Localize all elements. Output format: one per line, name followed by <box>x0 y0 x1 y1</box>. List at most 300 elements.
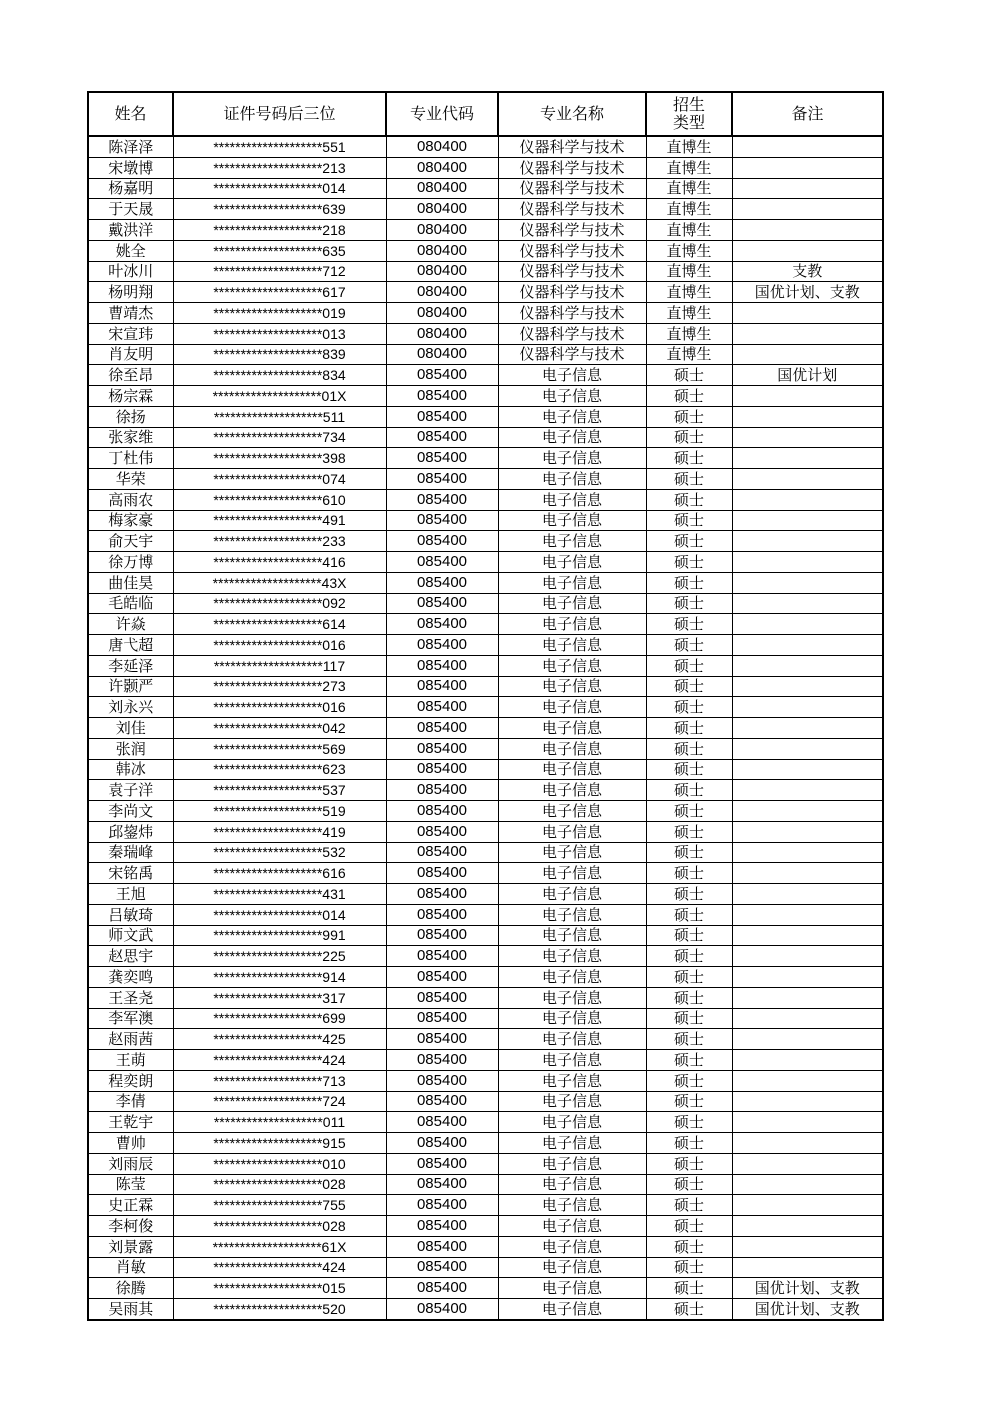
cell-remark <box>732 1236 883 1257</box>
cell-admission-type: 硕士 <box>646 1112 732 1133</box>
cell-id-suffix: ********************014 <box>173 904 386 925</box>
cell-remark <box>732 157 883 178</box>
cell-admission-type: 硕士 <box>646 821 732 842</box>
cell-major-name: 电子信息 <box>498 1278 646 1299</box>
cell-id-suffix: ********************218 <box>173 220 386 241</box>
cell-admission-type: 硕士 <box>646 987 732 1008</box>
cell-remark <box>732 884 883 905</box>
cell-major-code: 080400 <box>386 157 498 178</box>
cell-major-name: 电子信息 <box>498 780 646 801</box>
table-row <box>88 780 883 801</box>
cell-id-suffix: ********************213 <box>173 157 386 178</box>
cell-admission-type: 硕士 <box>646 365 732 386</box>
cell-id-suffix: ********************424 <box>173 1050 386 1071</box>
cell-major-name: 电子信息 <box>498 884 646 905</box>
cell-admission-type: 直博生 <box>646 303 732 324</box>
cell-major-code: 080400 <box>386 220 498 241</box>
cell-admission-type: 直博生 <box>646 178 732 199</box>
cell-major-name: 电子信息 <box>498 593 646 614</box>
cell-name: 王乾宇 <box>88 1112 173 1133</box>
cell-admission-type: 硕士 <box>646 1195 732 1216</box>
cell-major-code: 080400 <box>386 323 498 344</box>
cell-major-code: 085400 <box>386 593 498 614</box>
table-row <box>88 199 883 220</box>
cell-name: 曹帅 <box>88 1133 173 1154</box>
cell-id-suffix: ********************01X <box>173 386 386 407</box>
table-row <box>88 344 883 365</box>
cell-major-code: 085400 <box>386 614 498 635</box>
cell-remark <box>732 614 883 635</box>
cell-id-suffix: ********************520 <box>173 1299 386 1320</box>
cell-remark <box>732 1008 883 1029</box>
cell-major-code: 085400 <box>386 1257 498 1278</box>
cell-remark <box>732 676 883 697</box>
cell-id-suffix: ********************839 <box>173 344 386 365</box>
table-row <box>88 925 883 946</box>
cell-major-code: 085400 <box>386 697 498 718</box>
cell-major-name: 电子信息 <box>498 1257 646 1278</box>
table-row <box>88 1050 883 1071</box>
cell-major-code: 085400 <box>386 821 498 842</box>
cell-major-name: 电子信息 <box>498 1174 646 1195</box>
cell-name: 杨嘉明 <box>88 178 173 199</box>
cell-major-code: 085400 <box>386 738 498 759</box>
cell-major-name: 电子信息 <box>498 1029 646 1050</box>
cell-major-code: 085400 <box>386 946 498 967</box>
cell-remark <box>732 925 883 946</box>
cell-id-suffix: ********************042 <box>173 718 386 739</box>
table-row <box>88 240 883 261</box>
cell-name: 王旭 <box>88 884 173 905</box>
cell-major-name: 电子信息 <box>498 842 646 863</box>
table-row <box>88 967 883 988</box>
cell-major-name: 电子信息 <box>498 1195 646 1216</box>
cell-id-suffix: ********************616 <box>173 863 386 884</box>
cell-major-code: 085400 <box>386 759 498 780</box>
table-row <box>88 572 883 593</box>
cell-major-name: 电子信息 <box>498 1216 646 1237</box>
cell-remark <box>732 1257 883 1278</box>
cell-name: 李尚文 <box>88 801 173 822</box>
cell-name: 李延泽 <box>88 655 173 676</box>
cell-name: 宋铭禹 <box>88 863 173 884</box>
cell-major-name: 电子信息 <box>498 821 646 842</box>
cell-id-suffix: ********************43X <box>173 572 386 593</box>
cell-major-code: 085400 <box>386 1091 498 1112</box>
cell-remark <box>732 344 883 365</box>
cell-name: 陈泽泽 <box>88 136 173 157</box>
cell-remark <box>732 406 883 427</box>
cell-name: 袁子洋 <box>88 780 173 801</box>
cell-id-suffix: ********************614 <box>173 614 386 635</box>
cell-major-code: 085400 <box>386 1112 498 1133</box>
cell-id-suffix: ********************551 <box>173 136 386 157</box>
cell-admission-type: 直博生 <box>646 220 732 241</box>
cell-remark: 国优计划、支教 <box>732 1278 883 1299</box>
cell-name: 徐万博 <box>88 552 173 573</box>
cell-major-code: 085400 <box>386 1008 498 1029</box>
cell-name: 许焱 <box>88 614 173 635</box>
cell-admission-type: 硕士 <box>646 614 732 635</box>
cell-remark <box>732 1091 883 1112</box>
cell-major-name: 电子信息 <box>498 635 646 656</box>
cell-name: 唐弋超 <box>88 635 173 656</box>
cell-admission-type: 硕士 <box>646 469 732 490</box>
cell-admission-type: 硕士 <box>646 676 732 697</box>
table-row <box>88 282 883 303</box>
cell-major-code: 085400 <box>386 967 498 988</box>
cell-remark <box>732 1133 883 1154</box>
cell-admission-type: 硕士 <box>646 489 732 510</box>
table-body <box>88 136 883 1320</box>
cell-remark <box>732 987 883 1008</box>
table-row <box>88 448 883 469</box>
cell-remark <box>732 448 883 469</box>
cell-remark <box>732 946 883 967</box>
cell-name: 高雨农 <box>88 489 173 510</box>
cell-id-suffix: ********************225 <box>173 946 386 967</box>
cell-major-name: 电子信息 <box>498 1236 646 1257</box>
cell-major-code: 085400 <box>386 1174 498 1195</box>
table-row <box>88 1216 883 1237</box>
cell-major-code: 085400 <box>386 1070 498 1091</box>
cell-admission-type: 硕士 <box>646 1091 732 1112</box>
cell-id-suffix: ********************431 <box>173 884 386 905</box>
cell-admission-type: 直博生 <box>646 240 732 261</box>
table-row <box>88 718 883 739</box>
table-row <box>88 323 883 344</box>
cell-admission-type: 硕士 <box>646 1029 732 1050</box>
cell-id-suffix: ********************398 <box>173 448 386 469</box>
cell-id-suffix: ********************011 <box>173 1112 386 1133</box>
cell-id-suffix: ********************610 <box>173 489 386 510</box>
table-row <box>88 1153 883 1174</box>
table-row <box>88 531 883 552</box>
cell-remark <box>732 552 883 573</box>
cell-admission-type: 硕士 <box>646 1008 732 1029</box>
cell-id-suffix: ********************699 <box>173 1008 386 1029</box>
cell-major-name: 电子信息 <box>498 1112 646 1133</box>
cell-major-name: 电子信息 <box>498 1153 646 1174</box>
cell-major-code: 085400 <box>386 1216 498 1237</box>
cell-major-name: 仪器科学与技术 <box>498 136 646 157</box>
cell-admission-type: 硕士 <box>646 552 732 573</box>
cell-name: 丁杜伟 <box>88 448 173 469</box>
cell-major-code: 080400 <box>386 199 498 220</box>
header-name: 姓名 <box>88 92 173 136</box>
cell-admission-type: 硕士 <box>646 718 732 739</box>
table-header <box>88 92 883 136</box>
cell-major-name: 电子信息 <box>498 925 646 946</box>
table-row <box>88 1091 883 1112</box>
cell-major-code: 085400 <box>386 489 498 510</box>
table-row <box>88 386 883 407</box>
cell-id-suffix: ********************712 <box>173 261 386 282</box>
cell-remark <box>732 469 883 490</box>
cell-major-name: 电子信息 <box>498 1070 646 1091</box>
cell-remark <box>732 863 883 884</box>
cell-id-suffix: ********************014 <box>173 178 386 199</box>
cell-name: 徐扬 <box>88 406 173 427</box>
cell-remark <box>732 220 883 241</box>
cell-id-suffix: ********************015 <box>173 1278 386 1299</box>
cell-major-code: 085400 <box>386 1278 498 1299</box>
table-row <box>88 1112 883 1133</box>
cell-major-code: 085400 <box>386 655 498 676</box>
cell-admission-type: 硕士 <box>646 759 732 780</box>
admission-roster-table <box>87 91 884 1321</box>
cell-major-name: 仪器科学与技术 <box>498 220 646 241</box>
cell-remark <box>732 821 883 842</box>
cell-remark <box>732 323 883 344</box>
table-row <box>88 1029 883 1050</box>
table-row <box>88 261 883 282</box>
cell-major-code: 085400 <box>386 842 498 863</box>
table-row <box>88 1133 883 1154</box>
table-row <box>88 593 883 614</box>
cell-admission-type: 硕士 <box>646 842 732 863</box>
cell-admission-type: 硕士 <box>646 1153 732 1174</box>
cell-admission-type: 硕士 <box>646 531 732 552</box>
cell-admission-type: 硕士 <box>646 801 732 822</box>
table-row <box>88 1008 883 1029</box>
cell-major-name: 电子信息 <box>498 987 646 1008</box>
table-row <box>88 365 883 386</box>
cell-major-code: 085400 <box>386 635 498 656</box>
cell-id-suffix: ********************317 <box>173 987 386 1008</box>
cell-id-suffix: ********************623 <box>173 759 386 780</box>
cell-major-name: 电子信息 <box>498 614 646 635</box>
cell-remark <box>732 1070 883 1091</box>
cell-major-code: 085400 <box>386 448 498 469</box>
cell-admission-type: 硕士 <box>646 780 732 801</box>
cell-admission-type: 硕士 <box>646 1174 732 1195</box>
cell-remark <box>732 531 883 552</box>
cell-name: 于天晟 <box>88 199 173 220</box>
cell-remark <box>732 136 883 157</box>
cell-major-name: 电子信息 <box>498 759 646 780</box>
cell-major-name: 电子信息 <box>498 1091 646 1112</box>
cell-name: 刘雨辰 <box>88 1153 173 1174</box>
cell-admission-type: 直博生 <box>646 282 732 303</box>
cell-major-name: 电子信息 <box>498 448 646 469</box>
cell-major-code: 085400 <box>386 904 498 925</box>
cell-major-name: 电子信息 <box>498 1008 646 1029</box>
cell-major-code: 085400 <box>386 676 498 697</box>
table-row <box>88 427 883 448</box>
cell-major-name: 电子信息 <box>498 572 646 593</box>
header-id-suffix: 证件号码后三位 <box>173 92 386 136</box>
cell-id-suffix: ********************491 <box>173 510 386 531</box>
cell-major-code: 085400 <box>386 925 498 946</box>
cell-admission-type: 硕士 <box>646 884 732 905</box>
cell-id-suffix: ********************639 <box>173 199 386 220</box>
cell-name: 刘佳 <box>88 718 173 739</box>
cell-remark: 支教 <box>732 261 883 282</box>
cell-remark <box>732 178 883 199</box>
cell-id-suffix: ********************273 <box>173 676 386 697</box>
cell-name: 梅家豪 <box>88 510 173 531</box>
cell-remark <box>732 1174 883 1195</box>
cell-remark: 国优计划 <box>732 365 883 386</box>
cell-major-code: 080400 <box>386 303 498 324</box>
cell-id-suffix: ********************019 <box>173 303 386 324</box>
cell-name: 宋宣玮 <box>88 323 173 344</box>
cell-major-name: 电子信息 <box>498 863 646 884</box>
table-row <box>88 406 883 427</box>
cell-major-code: 085400 <box>386 469 498 490</box>
cell-major-code: 080400 <box>386 344 498 365</box>
cell-major-code: 085400 <box>386 406 498 427</box>
cell-major-name: 电子信息 <box>498 676 646 697</box>
cell-major-name: 电子信息 <box>498 510 646 531</box>
cell-remark <box>732 967 883 988</box>
cell-id-suffix: ********************511 <box>173 406 386 427</box>
cell-major-name: 电子信息 <box>498 967 646 988</box>
cell-admission-type: 硕士 <box>646 1050 732 1071</box>
cell-name: 龚奕鸣 <box>88 967 173 988</box>
cell-name: 毛皓临 <box>88 593 173 614</box>
cell-remark <box>732 780 883 801</box>
cell-name: 吕敏琦 <box>88 904 173 925</box>
cell-major-name: 电子信息 <box>498 386 646 407</box>
cell-id-suffix: ********************519 <box>173 801 386 822</box>
header-admission-type <box>646 92 732 136</box>
cell-name: 华荣 <box>88 469 173 490</box>
cell-name: 俞天宇 <box>88 531 173 552</box>
cell-major-code: 085400 <box>386 552 498 573</box>
cell-major-name: 电子信息 <box>498 489 646 510</box>
cell-admission-type: 直博生 <box>646 323 732 344</box>
cell-major-name: 电子信息 <box>498 801 646 822</box>
cell-id-suffix: ********************713 <box>173 1070 386 1091</box>
cell-admission-type: 硕士 <box>646 510 732 531</box>
cell-id-suffix: ********************914 <box>173 967 386 988</box>
cell-major-code: 080400 <box>386 282 498 303</box>
cell-name: 徐至昂 <box>88 365 173 386</box>
table-row <box>88 157 883 178</box>
cell-major-name: 电子信息 <box>498 946 646 967</box>
cell-name: 徐腾 <box>88 1278 173 1299</box>
cell-admission-type: 直博生 <box>646 344 732 365</box>
cell-major-name: 仪器科学与技术 <box>498 240 646 261</box>
cell-name: 刘景露 <box>88 1236 173 1257</box>
cell-major-name: 电子信息 <box>498 1050 646 1071</box>
table-row <box>88 1174 883 1195</box>
cell-remark <box>732 240 883 261</box>
cell-major-name: 电子信息 <box>498 904 646 925</box>
table-row <box>88 1257 883 1278</box>
cell-name: 陈莹 <box>88 1174 173 1195</box>
cell-name: 程奕朗 <box>88 1070 173 1091</box>
cell-major-name: 电子信息 <box>498 427 646 448</box>
cell-major-name: 仪器科学与技术 <box>498 261 646 282</box>
cell-id-suffix: ********************724 <box>173 1091 386 1112</box>
cell-remark <box>732 738 883 759</box>
cell-name: 杨明翔 <box>88 282 173 303</box>
cell-name: 肖敏 <box>88 1257 173 1278</box>
table-row <box>88 635 883 656</box>
cell-id-suffix: ********************074 <box>173 469 386 490</box>
cell-admission-type: 直博生 <box>646 136 732 157</box>
cell-id-suffix: ********************416 <box>173 552 386 573</box>
cell-name: 姚全 <box>88 240 173 261</box>
cell-major-name: 电子信息 <box>498 697 646 718</box>
cell-remark <box>732 427 883 448</box>
cell-remark <box>732 718 883 739</box>
table-row <box>88 178 883 199</box>
header-row <box>88 92 883 136</box>
cell-major-code: 085400 <box>386 386 498 407</box>
cell-id-suffix: ********************569 <box>173 738 386 759</box>
table-row <box>88 676 883 697</box>
cell-name: 赵雨茜 <box>88 1029 173 1050</box>
cell-id-suffix: ********************755 <box>173 1195 386 1216</box>
cell-id-suffix: ********************013 <box>173 323 386 344</box>
cell-admission-type: 硕士 <box>646 572 732 593</box>
cell-name: 秦瑞峰 <box>88 842 173 863</box>
cell-remark <box>732 1216 883 1237</box>
table-row <box>88 738 883 759</box>
cell-admission-type: 硕士 <box>646 967 732 988</box>
cell-remark <box>732 489 883 510</box>
cell-major-name: 仪器科学与技术 <box>498 199 646 220</box>
cell-name: 张润 <box>88 738 173 759</box>
cell-id-suffix: ********************016 <box>173 635 386 656</box>
cell-major-name: 电子信息 <box>498 365 646 386</box>
cell-major-name: 电子信息 <box>498 1133 646 1154</box>
cell-remark <box>732 386 883 407</box>
table-row <box>88 884 883 905</box>
table-row <box>88 987 883 1008</box>
cell-major-code: 080400 <box>386 261 498 282</box>
table-row <box>88 510 883 531</box>
cell-major-name: 电子信息 <box>498 552 646 573</box>
cell-id-suffix: ********************834 <box>173 365 386 386</box>
cell-id-suffix: ********************532 <box>173 842 386 863</box>
cell-admission-type: 硕士 <box>646 427 732 448</box>
cell-id-suffix: ********************092 <box>173 593 386 614</box>
cell-major-name: 仪器科学与技术 <box>498 157 646 178</box>
cell-name: 吴雨其 <box>88 1299 173 1320</box>
cell-remark <box>732 303 883 324</box>
cell-major-name: 仪器科学与技术 <box>498 178 646 199</box>
header-admission-type-line1: 招生 <box>672 95 705 114</box>
cell-id-suffix: ********************233 <box>173 531 386 552</box>
cell-name: 许颢严 <box>88 676 173 697</box>
table-row <box>88 489 883 510</box>
cell-admission-type: 硕士 <box>646 1236 732 1257</box>
cell-remark <box>732 759 883 780</box>
cell-remark <box>732 1050 883 1071</box>
cell-admission-type: 硕士 <box>646 1278 732 1299</box>
cell-name: 史正霖 <box>88 1195 173 1216</box>
cell-name: 曲佳昊 <box>88 572 173 593</box>
cell-major-name: 电子信息 <box>498 718 646 739</box>
table-row <box>88 904 883 925</box>
cell-major-name: 电子信息 <box>498 738 646 759</box>
cell-admission-type: 硕士 <box>646 1257 732 1278</box>
table-row <box>88 842 883 863</box>
cell-admission-type: 硕士 <box>646 738 732 759</box>
cell-id-suffix: ********************425 <box>173 1029 386 1050</box>
cell-major-name: 电子信息 <box>498 406 646 427</box>
cell-name: 宋墩博 <box>88 157 173 178</box>
cell-major-code: 085400 <box>386 510 498 531</box>
cell-name: 邱鋆炜 <box>88 821 173 842</box>
cell-name: 叶冰川 <box>88 261 173 282</box>
table-row <box>88 303 883 324</box>
